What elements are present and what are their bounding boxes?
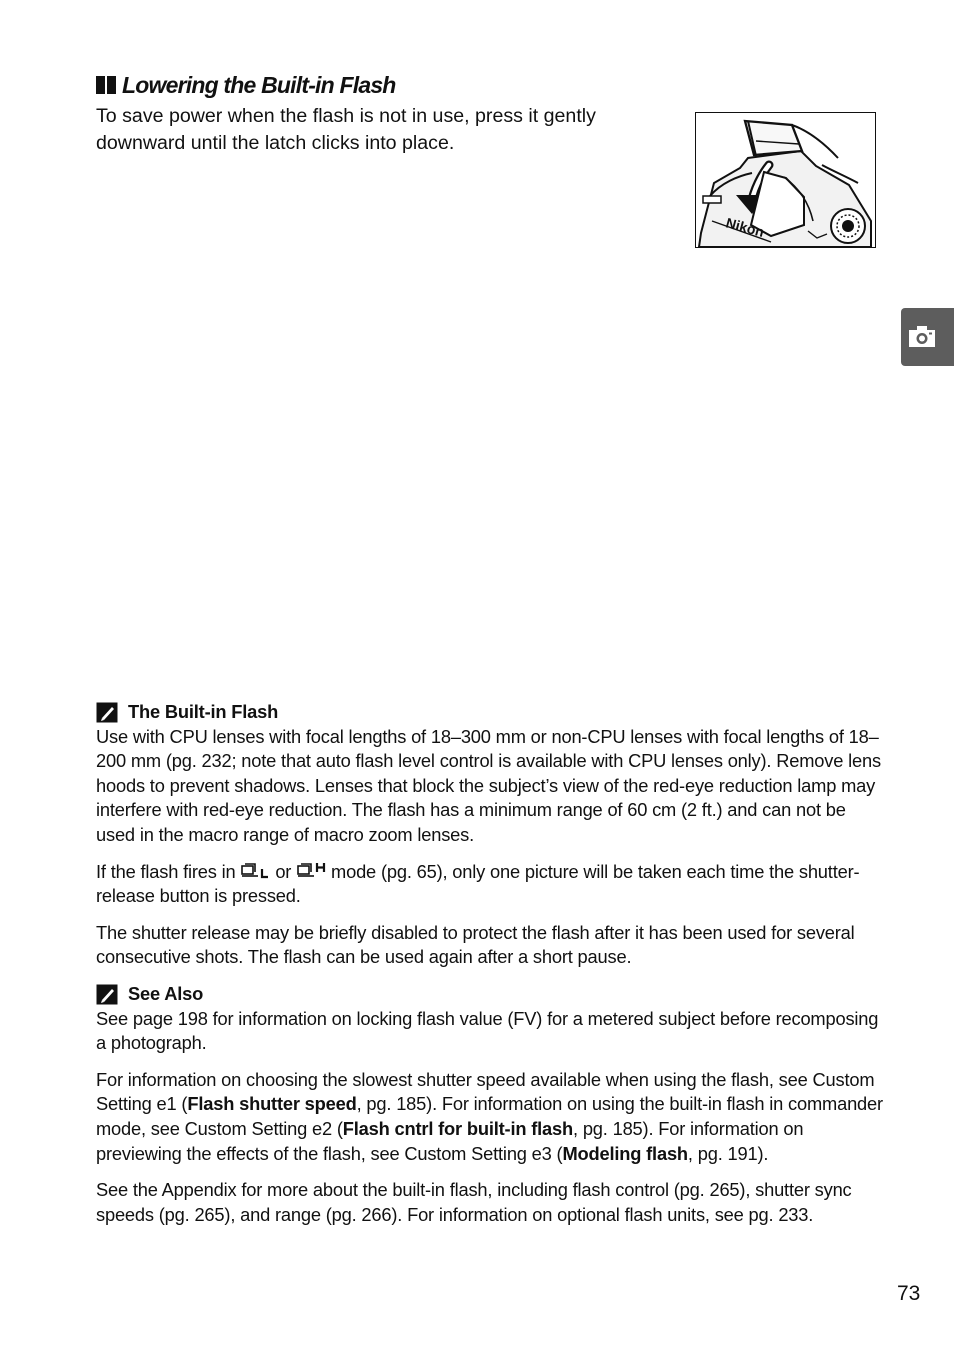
section-marker-icon — [96, 76, 116, 94]
continuous-low-speed-icon — [240, 862, 270, 880]
pencil-note-icon — [96, 702, 118, 723]
note-text-fragment: If the flash fires in — [96, 860, 236, 882]
note-text-fragment: , pg. 185). For information on previewing the effects of the flash, see Custom Setting e3 ( — [96, 1117, 804, 1164]
nikon-brand-label: Nikon — [724, 214, 766, 240]
camera-icon — [907, 324, 937, 350]
note-text-fragment: , pg. 185). For information on using the built-in flash in commander mode, see Custom Setting e2 ( — [96, 1093, 883, 1139]
note-paragraph: See the Appendix for more about the built-in flash, including flash control (pg. 265), shutter sync speeds (pg. 265), and range (pg. 266). For information on optional flash units, see pg. 233. — [96, 1179, 852, 1225]
note-paragraph — [96, 1068, 888, 1166]
note-paragraph: See page 198 for information on locking flash value (FV) for a metered subject before recomposing a photograph. — [96, 1007, 879, 1054]
note-text-fragment: , pg. 191). — [687, 1142, 769, 1164]
note-text-fragment: or — [275, 860, 292, 882]
note-text-fragment: mode (pg. 65), only one picture will be taken each time the shutter-release button is pressed. — [96, 860, 860, 907]
note-paragraph: The shutter release may be briefly disabled to protect the flash after it has been used for several consecutive shots. The flash can be used again after a short pause. — [96, 921, 855, 968]
page-number: 73 — [897, 1282, 921, 1305]
camera-lowering-flash-illustration — [695, 112, 876, 248]
menu-reference-modeling-flash: Modeling flash — [562, 1142, 688, 1164]
note-title-text: See Also — [128, 983, 204, 1004]
section-title: Lowering the Built-in Flash — [122, 72, 396, 98]
note-title-text: The Built-in Flash — [128, 701, 279, 722]
note-text-fragment: For information on choosing the slowest shutter speed available when using the flash, see Custom Setting e1 ( — [96, 1068, 875, 1115]
menu-reference-flash-shutter-speed: Flash shutter speed — [187, 1093, 357, 1115]
chapter-tab — [901, 308, 954, 366]
note-title — [96, 982, 888, 1007]
pencil-note-icon — [96, 984, 118, 1005]
intro-text: To save power when the flash is not in use, press it gently downward until the latch clicks into place. — [96, 105, 596, 154]
note-title — [96, 700, 888, 725]
menu-reference-flash-control: Flash cntrl for built-in flash — [342, 1117, 574, 1139]
note-paragraph: Use with CPU lenses with focal lengths of 18–300 mm or non-CPU lenses with focal lengths of 18–200 mm (pg. 232; note that auto flash level control is available with CPU lenses only). Remove lens hoods to prevent shadows. Lenses that block the subject’s view of the red-eye reduction lamp may interfere with red-eye reduction. The flash has a minimum range of 60 cm (2 ft.) and can not be used in the macro range of macro zoom lenses. — [96, 725, 881, 845]
note-paragraph — [96, 860, 888, 909]
see-also-note — [96, 982, 888, 1239]
built-in-flash-note — [96, 700, 888, 982]
continuous-high-speed-icon — [296, 862, 326, 880]
section-heading — [96, 70, 396, 100]
camera-illustration-svg — [696, 113, 875, 247]
